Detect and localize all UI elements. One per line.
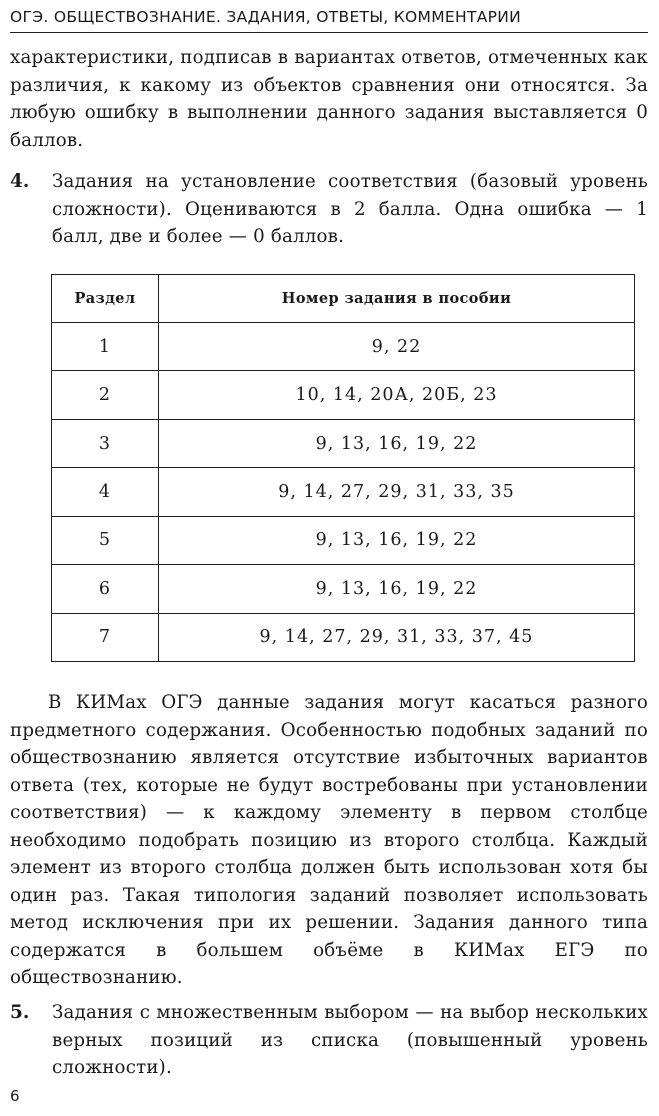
table-row bbox=[52, 419, 635, 467]
table-row bbox=[52, 371, 635, 419]
table-row bbox=[52, 468, 635, 516]
task-numbers-cell: 9, 13, 16, 19, 22 bbox=[159, 565, 635, 613]
task-numbers-cell: 9, 14, 27, 29, 31, 33, 37, 45 bbox=[159, 613, 635, 661]
task-numbers-cell: 9, 13, 16, 19, 22 bbox=[159, 419, 635, 467]
header-task-numbers: Номер задания в пособии bbox=[159, 275, 635, 323]
intro-paragraph: характеристики, подписав в вариантах ответов, отмеченных как различия, к какому из объектов сравнения они относятся. За любую ошибку в выполнении данного задания выставляется 0 баллов. bbox=[10, 47, 648, 151]
header-section: Раздел bbox=[52, 275, 159, 323]
table-row bbox=[52, 613, 635, 661]
section-cell: 4 bbox=[52, 468, 159, 516]
body-paragraph: В КИМах ОГЭ данные задания могут касаться разного предметного содержания. Особенностью подобных заданий по обществознанию является отсутствие избыточных вариантов ответа (тех, которые не будут востребованы при установлении соответствия) — к каждому элементу в первом столбце необходимо подобрать позицию из второго столбца. Каждый элемент из второго столбца должен быть использован хотя бы один раз. Такая типология заданий позволяет использовать метод исключения при их решении. Задания данного типа содержатся в большем объёме в КИМах ЕГЭ по обществознанию. bbox=[10, 692, 648, 988]
item-5-text: Задания с множественным выбором — на выбор нескольких верных позиций из списка (повышенный уровень сложности). bbox=[52, 1002, 648, 1078]
task-numbers-cell: 9, 13, 16, 19, 22 bbox=[159, 516, 635, 564]
section-cell: 2 bbox=[52, 371, 159, 419]
section-cell: 1 bbox=[52, 323, 159, 371]
page-number: 6 bbox=[10, 1087, 20, 1105]
item-4-number: 4. bbox=[10, 171, 30, 192]
tasks-table bbox=[51, 274, 635, 662]
section-cell: 5 bbox=[52, 516, 159, 564]
section-cell: 6 bbox=[52, 565, 159, 613]
task-numbers-cell: 9, 14, 27, 29, 31, 33, 35 bbox=[159, 468, 635, 516]
section-cell: 3 bbox=[52, 419, 159, 467]
task-numbers-cell: 10, 14, 20А, 20Б, 23 bbox=[159, 371, 635, 419]
table-header-row bbox=[52, 275, 635, 323]
item-4-text: Задания на установление соответствия (базовый уровень сложности). Оцениваются в 2 балла. Одна ошибка — 1 балл, две и более — 0 баллов. bbox=[52, 171, 648, 247]
header-rule bbox=[10, 32, 648, 33]
table-row bbox=[52, 323, 635, 371]
table-row bbox=[52, 516, 635, 564]
table-row bbox=[52, 565, 635, 613]
task-numbers-cell: 9, 22 bbox=[159, 323, 635, 371]
section-cell: 7 bbox=[52, 613, 159, 661]
running-head: ОГЭ. ОБЩЕСТВОЗНАНИЕ. ЗАДАНИЯ, ОТВЕТЫ, КОММЕНТАРИИ bbox=[10, 8, 522, 26]
item-5-number: 5. bbox=[10, 1002, 30, 1023]
